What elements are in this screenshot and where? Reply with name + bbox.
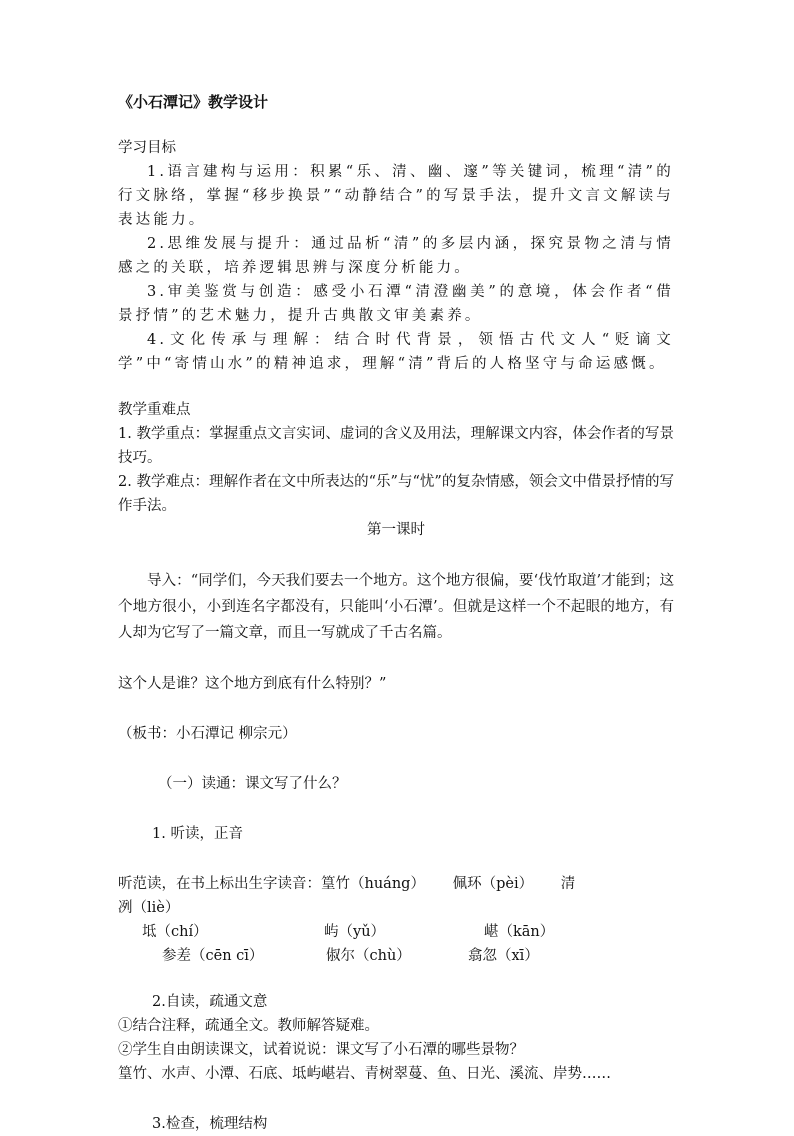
objectives-heading: 学习目标	[118, 140, 176, 156]
step-2-heading: 2.自读，疏通文意	[152, 994, 268, 1010]
word-yu: 屿（yǔ）	[324, 924, 386, 940]
section-1-heading: （一）读通：课文写了什么？	[158, 776, 347, 792]
listen-line-2: 冽（liè）	[118, 900, 180, 916]
word-xi: 翕忽（xī）	[468, 948, 539, 964]
step-2-b: ②学生自由朗读课文，试着说说：课文写了小石潭的哪些景物？	[118, 1042, 524, 1058]
step-3-heading: 3.检查，梳理结构	[152, 1116, 268, 1132]
listen-line-1: 听范读，在书上标出生字读音：篁竹（huáng） 佩环（pèi） 清	[118, 876, 576, 892]
objective-2: 2.思维发展与提升：通过品析“清”的多层内涵，探究景物之清与情感之的关联，培养逻辑思辨与深度分析能力。	[118, 236, 674, 276]
words-row-1	[118, 920, 674, 944]
lesson-question: 这个人是谁？这个地方到底有什么特别？”	[118, 676, 387, 692]
objective-3: 3.审美鉴赏与创造：感受小石潭“清澄幽美”的意境，体会作者“借景抒情”的艺术魅力，提升古典散文审美素养。	[118, 284, 674, 324]
keypoint-2: 2. 教学难点：理解作者在文中所表达的“乐”与“忧”的复杂情感，领会文中借景抒情的写作手法。	[118, 474, 674, 514]
word-kan: 嵁（kān）	[484, 924, 555, 940]
word-cenci: 参差（cēn cī）	[162, 948, 264, 964]
keypoint-1: 1. 教学重点：掌握重点文言实词、虚词的含义及用法，理解课文内容，体会作者的写景技巧。	[118, 426, 674, 466]
objective-4: 4.文化传承与理解：结合时代背景，领悟古代文人“贬谪文学”中“寄情山水”的精神追求，理解“清”背后的人格坚守与命运感慨。	[118, 332, 674, 372]
objective-1: 1.语言建构与运用：积累“乐、清、幽、邃”等关键词，梳理“清”的行文脉络，掌握“移步换景”“动静结合”的写景手法，提升文言文解读与表达能力。	[118, 164, 674, 228]
document-body	[118, 90, 674, 1136]
keypoints-heading: 教学重难点	[118, 402, 191, 418]
word-chu: 俶尔（chù）	[326, 948, 411, 964]
step-1-heading: 1. 听读，正音	[152, 826, 243, 842]
lesson-intro: 导入：“同学们，今天我们要去一个地方。这个地方很偏，要‘伐竹取道’才能到；这个地方很小，小到连名字都没有，只能叫‘小石潭’。但就是这样一个不起眼的地方，有人却为它写了一篇文章，而且一写就成了千古名篇。	[118, 573, 674, 641]
word-chi: 坻（chí）	[142, 924, 208, 940]
words-row-2	[118, 944, 674, 968]
board-note: （板书：小石潭记 柳宗元）	[118, 726, 297, 742]
lesson-heading: 第一课时	[367, 522, 425, 538]
step-2-c: 篁竹、水声、小潭、石底、坻屿嵁岩、青树翠蔓、鱼、日光、溪流、岸势……	[118, 1066, 611, 1082]
document-title: 《小石潭记》教学设计	[118, 93, 269, 111]
step-2-a: ①结合注释，疏通全文。教师解答疑难。	[118, 1018, 379, 1034]
